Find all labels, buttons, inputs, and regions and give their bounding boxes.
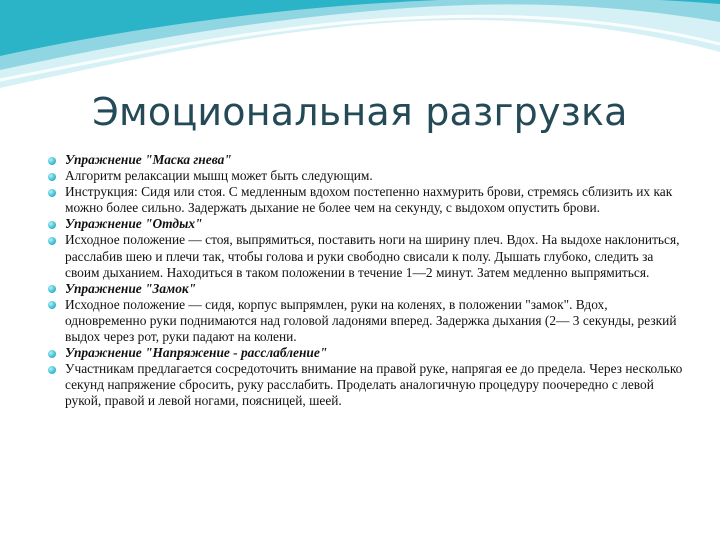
bullet-icon (48, 285, 56, 293)
list-item (44, 168, 684, 184)
bullet-icon (48, 350, 56, 358)
slide-content (44, 152, 684, 410)
list-item-text: Упражнение "Замок" (65, 280, 197, 296)
list-item (44, 216, 684, 232)
bullet-icon (48, 189, 56, 197)
list-item (44, 281, 684, 297)
list-item-text: Упражнение "Напряжение - расслабление" (65, 345, 328, 361)
list-item-text: Упражнение "Отдых" (65, 216, 203, 232)
bullet-icon (48, 237, 56, 245)
list-item (44, 152, 684, 168)
list-item-text: Алгоритм релаксации мышц может быть следующим. (65, 168, 373, 184)
list-item (44, 345, 684, 361)
bullet-icon (48, 301, 56, 309)
bullet-icon (48, 173, 56, 181)
list-item (44, 232, 684, 280)
list-item-text: Упражнение "Маска гнева" (65, 152, 232, 167)
bullet-icon (48, 366, 56, 374)
list-item-text: Исходное положение — сидя, корпус выпрямлен, руки на коленях, в положении "замок". Вдох, одновременно руки поднимаются над головой ладонями вперед. Задержка дыхания (2— 3 секунды, резкий выдох через рот, руки падают на колени. (65, 296, 677, 345)
list-item-text: Участникам предлагается сосредоточить внимание на правой руке, напрягая ее до предела. Через несколько секунд напряжение сбросить, руку расслабить. Проделать аналогичную процедуру поочередно с левой рукой, правой и левой ногами, поясницей, шеей. (65, 361, 683, 409)
list-item-text: Исходное положение — стоя, выпрямиться, поставить ноги на ширину плеч. Вдох. На выдохе наклониться, расслабив шею и плечи так, чтобы голова и руки свободно свисали к полу. Дышать глубоко, следить за своим дыханием. Находиться в таком положении в течение 1—2 минут. Затем медленно выпрямиться. (65, 232, 680, 280)
list-item (44, 297, 684, 345)
bullet-list (44, 152, 684, 410)
bullet-icon (48, 157, 56, 165)
slide-title: Эмоциональная разгрузка (92, 90, 628, 134)
list-item (44, 184, 684, 216)
list-item-text: Инструкция: Сидя или стоя. С медленным вдохом постепенно нахмурить брови, стремясь сблизить их как можно более сильно. Задержать дыхание не более чем на секунду, с выдохом опустить брови. (65, 184, 673, 216)
list-item (44, 361, 684, 409)
bullet-icon (48, 221, 56, 229)
